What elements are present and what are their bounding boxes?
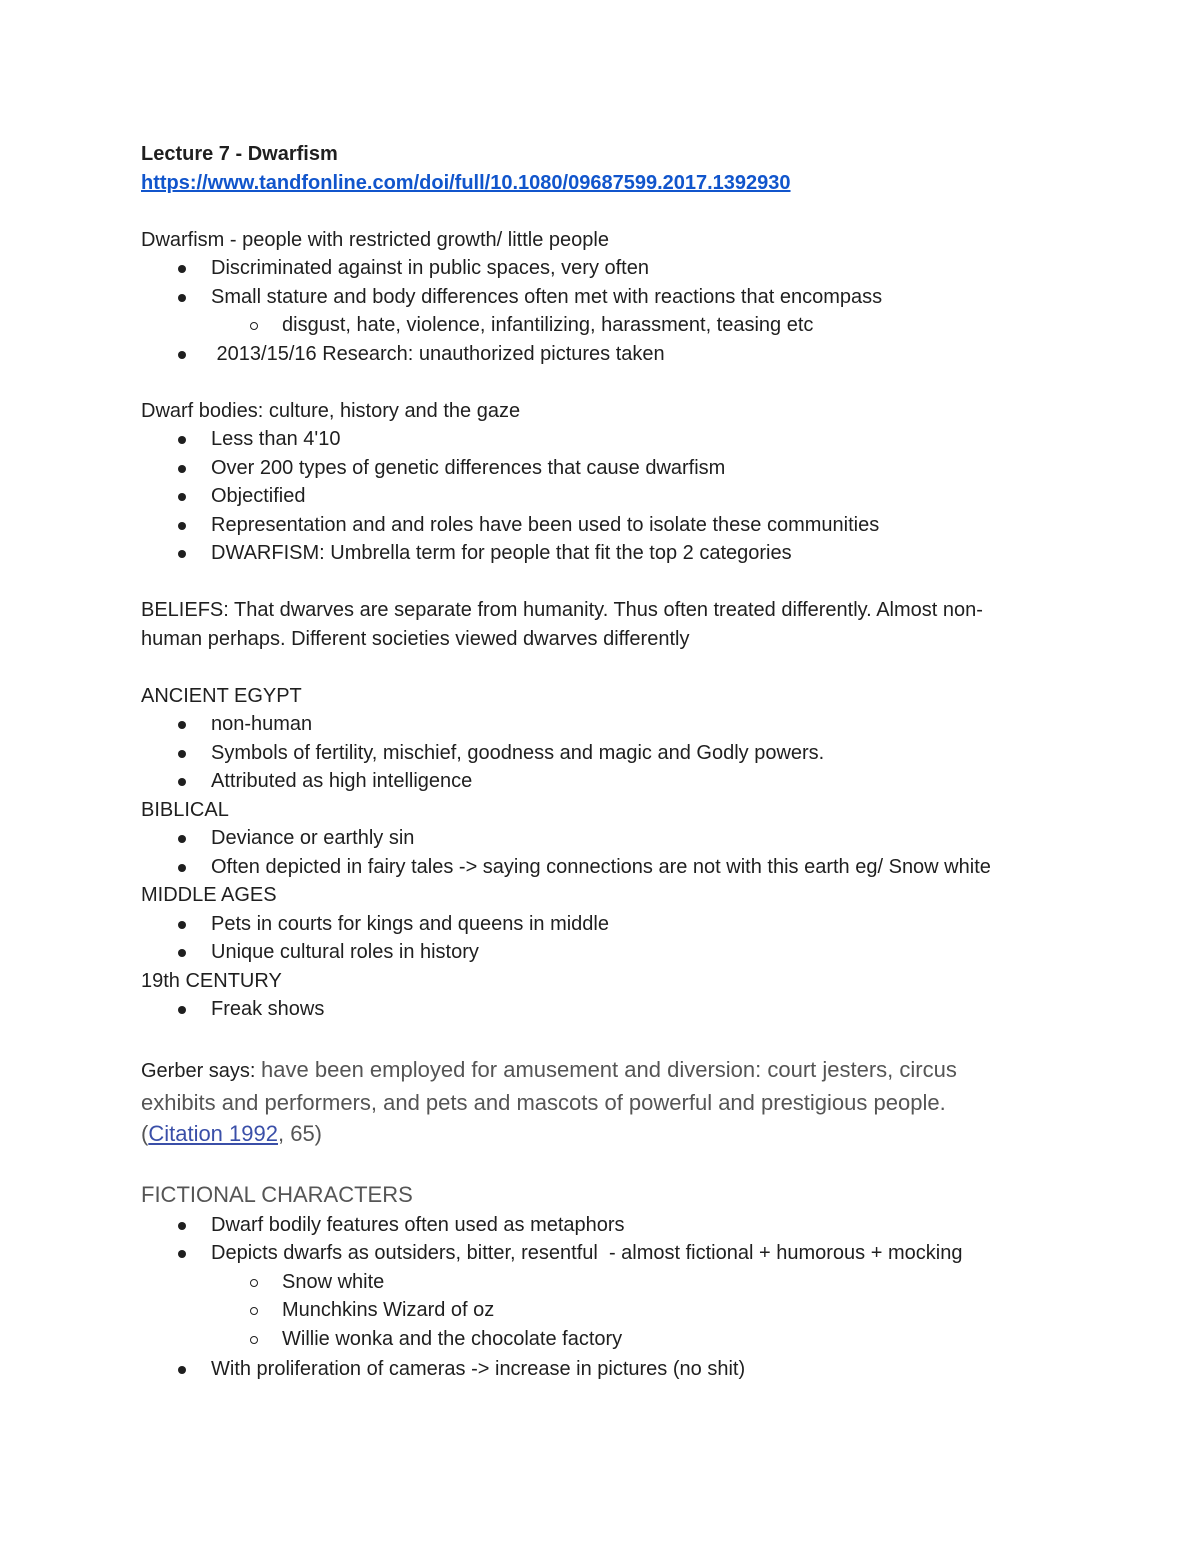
gerber-line-2: exhibits and performers, and pets and mascots of powerful and prestigious people. (141, 1089, 946, 1115)
gerber-quote (141, 1054, 1071, 1149)
list-item: Discriminated against in public spaces, very often (141, 254, 1071, 283)
sub-list-item: disgust, hate, violence, infantilizing, harassment, teasing etc (141, 311, 1071, 340)
bullet-icon (178, 265, 186, 273)
fictional-list (141, 1211, 1071, 1384)
sub-list-item: Munchkins Wizard of oz (141, 1296, 1071, 1325)
list-item: Depicts dwarfs as outsiders, bitter, resentful - almost fictional + humorous + mocking (141, 1239, 1071, 1268)
fictional-heading: FICTIONAL CHARACTERS (141, 1181, 413, 1207)
bullet-icon (178, 1366, 186, 1374)
hollow-bullet-icon (250, 1307, 258, 1315)
list-item: Objectified (141, 482, 1071, 511)
bullet-icon (178, 921, 186, 929)
list-item: non-human (141, 710, 1071, 739)
list-item: Symbols of fertility, mischief, goodness and magic and Godly powers. (141, 739, 1071, 768)
citation-close: , 65) (277, 1120, 323, 1146)
beliefs-line-1: BELIEFS: That dwarves are separate from humanity. Thus often treated differently. Almost non- (141, 599, 983, 621)
hollow-bullet-icon (250, 1279, 258, 1287)
bullet-icon (178, 550, 186, 558)
sub-list-item: Snow white (141, 1268, 1071, 1297)
list-item: Dwarf bodily features often used as metaphors (141, 1211, 1071, 1240)
bullet-icon (178, 294, 186, 302)
section-bodies-list (141, 425, 1071, 568)
list-item: Pets in courts for kings and queens in middle (141, 910, 1071, 939)
bullet-icon (178, 436, 186, 444)
list-item: Small stature and body differences often met with reactions that encompass (141, 283, 1071, 312)
list-item: Often depicted in fairy tales -> saying connections are not with this earth eg/ Snow white (141, 853, 1071, 882)
biblical-list (141, 824, 1071, 881)
source-link[interactable]: https://www.tandfonline.com/doi/full/10.1080/09687599.2017.1392930 (141, 171, 791, 194)
middle-ages-list (141, 910, 1071, 967)
list-item: Less than 4'10 (141, 425, 1071, 454)
bullet-icon (178, 522, 186, 530)
bullet-icon (178, 750, 186, 758)
document-page (141, 140, 1071, 1384)
sub-list-item: Willie wonka and the chocolate factory (141, 1325, 1071, 1354)
document-title: Lecture 7 - Dwarfism (141, 143, 338, 165)
list-item: 2013/15/16 Research: unauthorized pictures taken (141, 340, 1071, 369)
century-list (141, 995, 1071, 1024)
list-item: Over 200 types of genetic differences that cause dwarfism (141, 454, 1071, 483)
list-item: Representation and and roles have been used to isolate these communities (141, 511, 1071, 540)
section-bodies-heading: Dwarf bodies: culture, history and the gaze (141, 399, 521, 422)
hollow-bullet-icon (250, 1336, 258, 1344)
section-dwarfism-list (141, 254, 1071, 368)
middle-ages-heading: MIDDLE AGES (141, 884, 277, 906)
list-item: DWARFISM: Umbrella term for people that fit the top 2 categories (141, 539, 1071, 568)
list-item: Deviance or earthly sin (141, 824, 1071, 853)
egypt-list (141, 710, 1071, 796)
bullet-icon (178, 465, 186, 473)
bullet-icon (178, 1222, 186, 1230)
list-item: Unique cultural roles in history (141, 938, 1071, 967)
gerber-lead: Gerber says: (141, 1059, 262, 1082)
bullet-icon (178, 721, 186, 729)
bullet-icon (178, 864, 186, 872)
bullet-icon (178, 351, 186, 359)
egypt-heading: ANCIENT EGYPT (141, 684, 302, 707)
gerber-line-1: have been employed for amusement and diversion: court jesters, circus (261, 1056, 957, 1082)
bullet-icon (178, 949, 186, 957)
bullet-icon (178, 835, 186, 843)
section-dwarfism-heading: Dwarfism - people with restricted growth/ little people (141, 228, 609, 251)
bullet-icon (178, 778, 186, 786)
century-heading: 19th CENTURY (141, 969, 282, 992)
list-item: With proliferation of cameras -> increase in pictures (no shit) (141, 1355, 1071, 1384)
list-item: Attributed as high intelligence (141, 767, 1071, 796)
list-item: Freak shows (141, 995, 1071, 1024)
citation-link[interactable]: Citation 1992 (148, 1120, 278, 1146)
bullet-icon (178, 1250, 186, 1258)
bullet-icon (178, 1006, 186, 1014)
bullet-icon (178, 493, 186, 501)
biblical-heading: BIBLICAL (141, 798, 229, 821)
hollow-bullet-icon (250, 322, 258, 330)
beliefs-line-2: human perhaps. Different societies viewed dwarves differently (141, 627, 690, 650)
citation-open: ( (141, 1120, 149, 1146)
